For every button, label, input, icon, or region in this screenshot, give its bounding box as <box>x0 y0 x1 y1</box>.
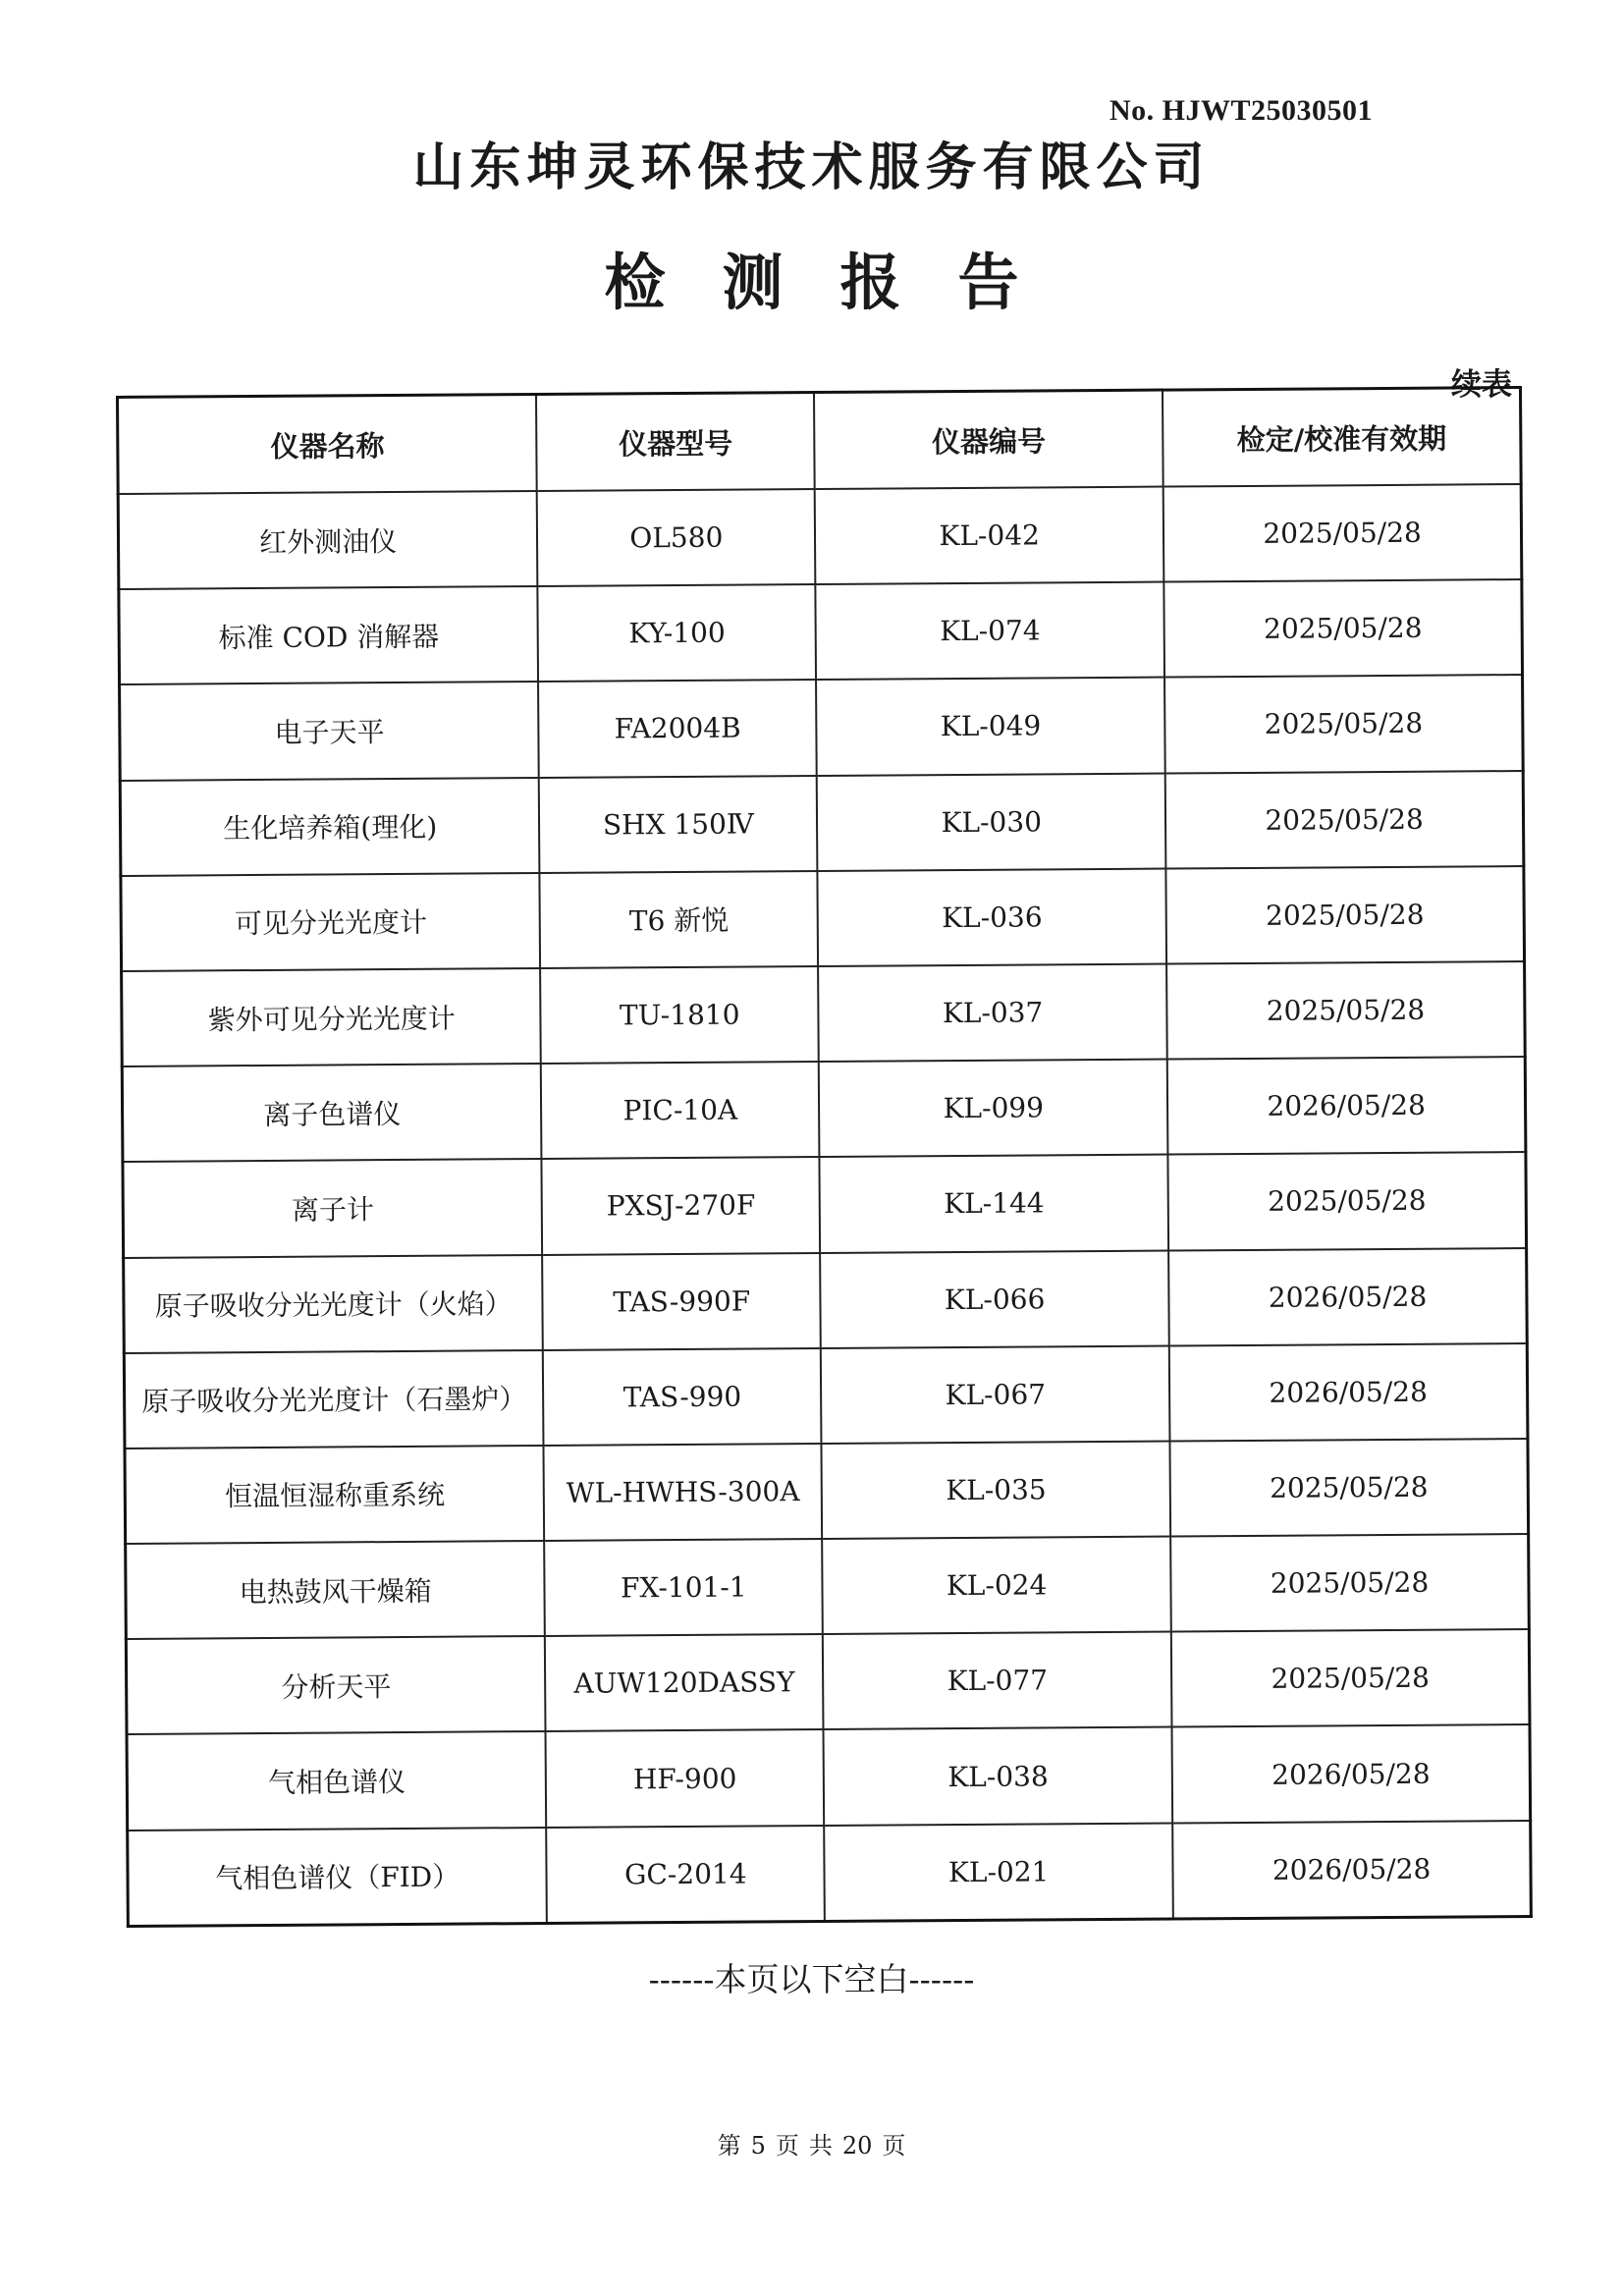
cell-instrument-number: KL-038 <box>824 1727 1173 1826</box>
cell-validity-date: 2026/05/28 <box>1168 1247 1527 1345</box>
cell-instrument-number: KL-067 <box>821 1345 1170 1444</box>
cell-instrument-number: KL-144 <box>820 1155 1169 1253</box>
cell-instrument-number: KL-074 <box>816 582 1165 681</box>
cell-instrument-model: T6 新悦 <box>540 871 818 968</box>
cell-instrument-model: PXSJ-270F <box>542 1157 820 1254</box>
page-footer <box>0 2126 1623 2160</box>
cell-instrument-number: KL-021 <box>824 1823 1173 1921</box>
report-title: 检测报告 <box>604 246 1076 318</box>
cell-instrument-model: HF-900 <box>546 1729 824 1827</box>
cell-instrument-number: KL-030 <box>817 773 1166 871</box>
table-body <box>118 484 1531 1926</box>
table-row <box>122 1057 1526 1162</box>
page-label-ye: 页 <box>775 2132 799 2159</box>
cell-instrument-name: 恒温恒湿称重系统 <box>125 1446 545 1544</box>
cell-validity-date: 2025/05/28 <box>1165 771 1524 869</box>
cell-instrument-model: GC-2014 <box>547 1826 825 1924</box>
cell-instrument-model: WL-HWHS-300A <box>544 1444 822 1541</box>
page-label-gong: 共 <box>808 2132 833 2159</box>
cell-instrument-model: SHX 150Ⅳ <box>539 776 817 873</box>
cell-instrument-name: 分析天平 <box>126 1636 546 1734</box>
table-row <box>128 1821 1532 1927</box>
page-label-di: 第 <box>717 2132 741 2159</box>
cell-instrument-name: 红外测油仪 <box>118 491 538 589</box>
company-name: 山东坤灵环保技术服务有限公司 <box>412 137 1211 197</box>
cell-instrument-name: 可见分光光度计 <box>121 873 541 971</box>
column-header-instrument-number: 仪器编号 <box>814 390 1163 489</box>
table-row <box>119 579 1523 684</box>
cell-instrument-number: KL-099 <box>819 1060 1168 1158</box>
table-row <box>124 1343 1528 1449</box>
table-row <box>121 866 1525 971</box>
blank-below-note: ------本页以下空白------ <box>648 1960 975 1998</box>
cell-instrument-number: KL-024 <box>822 1537 1171 1635</box>
cell-instrument-name: 原子吸收分光光度计（火焰） <box>124 1254 544 1352</box>
column-header-instrument-name: 仪器名称 <box>118 395 538 494</box>
cell-instrument-name: 气相色谱仪（FID） <box>128 1828 548 1927</box>
cell-validity-date: 2026/05/28 <box>1169 1343 1528 1442</box>
cell-instrument-model: AUW120DASSY <box>545 1634 823 1731</box>
table-row <box>126 1629 1530 1734</box>
table-row <box>120 771 1524 876</box>
cell-instrument-number: KL-077 <box>823 1632 1172 1730</box>
table-row <box>120 675 1524 780</box>
cell-instrument-model: KY-100 <box>538 584 816 682</box>
cell-instrument-model: TAS-990 <box>543 1348 821 1446</box>
cell-instrument-model: FA2004B <box>538 680 816 777</box>
cell-validity-date: 2025/05/28 <box>1166 866 1525 964</box>
cell-instrument-number: KL-035 <box>822 1441 1171 1539</box>
continued-label: 续表 <box>1451 367 1512 403</box>
cell-instrument-number: KL-037 <box>818 963 1167 1062</box>
cell-validity-date: 2025/05/28 <box>1170 1534 1529 1632</box>
table-row <box>125 1439 1529 1544</box>
cell-instrument-model: FX-101-1 <box>545 1539 823 1636</box>
cell-instrument-number: KL-066 <box>820 1250 1169 1348</box>
cell-instrument-name: 电热鼓风干燥箱 <box>126 1541 546 1639</box>
cell-validity-date: 2025/05/28 <box>1168 1152 1527 1250</box>
cell-instrument-model: PIC-10A <box>541 1062 819 1159</box>
table-row <box>123 1152 1527 1257</box>
cell-instrument-model: TU-1810 <box>540 966 818 1064</box>
instrument-table <box>116 386 1533 1928</box>
cell-instrument-name: 紫外可见分光光度计 <box>122 968 542 1066</box>
cell-validity-date: 2025/05/28 <box>1163 484 1522 582</box>
table-row <box>127 1724 1531 1830</box>
cell-validity-date: 2026/05/28 <box>1172 1821 1531 1919</box>
page-label-ye-total: 页 <box>882 2132 906 2159</box>
cell-validity-date: 2025/05/28 <box>1171 1629 1530 1727</box>
cell-validity-date: 2026/05/28 <box>1172 1724 1531 1823</box>
table-row <box>126 1534 1530 1639</box>
table-header-row <box>118 388 1522 494</box>
cell-validity-date: 2026/05/28 <box>1167 1057 1526 1155</box>
report-number: No. HJWT25030501 <box>1109 94 1374 127</box>
page-current-number: 5 <box>750 2132 766 2159</box>
table-row <box>118 484 1522 589</box>
cell-instrument-name: 气相色谱仪 <box>127 1731 547 1830</box>
cell-instrument-name: 离子色谱仪 <box>122 1064 542 1162</box>
table-row <box>122 961 1526 1066</box>
column-header-validity-date: 检定/校准有效期 <box>1163 388 1521 487</box>
column-header-instrument-model: 仪器型号 <box>536 393 814 491</box>
cell-validity-date: 2025/05/28 <box>1170 1439 1529 1537</box>
cell-instrument-name: 标准 COD 消解器 <box>119 586 539 684</box>
page-total-number: 20 <box>841 2132 873 2159</box>
cell-validity-date: 2025/05/28 <box>1164 675 1523 773</box>
cell-instrument-number: KL-042 <box>815 487 1164 585</box>
cell-instrument-number: KL-049 <box>816 678 1165 776</box>
cell-validity-date: 2025/05/28 <box>1164 579 1523 678</box>
cell-instrument-model: TAS-990F <box>543 1253 821 1350</box>
table-row <box>124 1247 1528 1352</box>
cell-instrument-model: OL580 <box>537 489 815 586</box>
cell-validity-date: 2025/05/28 <box>1166 961 1525 1060</box>
cell-instrument-name: 原子吸收分光光度计（石墨炉） <box>124 1350 544 1449</box>
cell-instrument-name: 电子天平 <box>120 682 540 780</box>
cell-instrument-number: KL-036 <box>818 868 1167 966</box>
cell-instrument-name: 生化培养箱(理化) <box>120 778 540 876</box>
cell-instrument-name: 离子计 <box>123 1159 543 1257</box>
